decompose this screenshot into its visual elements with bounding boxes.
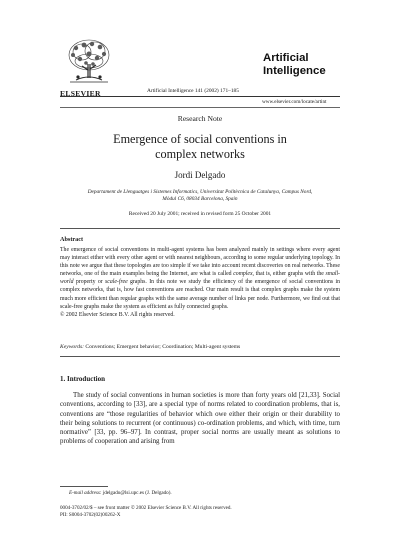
section-heading: 1. Introduction	[60, 375, 105, 383]
journal-name-line2: Intelligence	[263, 64, 326, 77]
abstract-em-complex: complex	[233, 271, 253, 278]
author-email-footnote	[69, 490, 172, 496]
publisher-name: ELSEVIER	[60, 89, 101, 98]
abstract-text-b: , that is, either graphs with the	[252, 271, 326, 278]
abstract-heading: Abstract	[60, 236, 84, 243]
affiliation-line2: Mòdul C6, 08034 Barcelona, Spain	[162, 196, 238, 203]
introduction-paragraph: The study of social conventions in human societies is more than forty years old [21,33]. Social conventions, according to [33], are a special type of norms related to coordination problems, that is, conventions are “those regularities of behavior which owe either their origin or their durability to their being solutions to recurrent (or continuous) co-ordination problems, and which, with time, turn normative” [33, pp. 96–97]. In contrast, proper social norms are usually meant as solutions to problems of cooperation and arising from	[60, 392, 340, 446]
received-dates: Received 20 July 2001; received in revised form 25 October 2001	[128, 211, 272, 217]
author-affiliation	[80, 189, 320, 203]
elsevier-tree-logo	[62, 36, 116, 86]
abstract-text-a: The emergence of social conventions in multi-agent systems has been analyzed mainly in settings where every agent may interact either with every other agent or with nearest neighbours, according to some regular underlying topology. In this note we argue that these topologies are too simple if we take into account recent discoveries on real networks. These networks, one of the main examples being the Internet, are what is called	[60, 247, 340, 278]
pii-line: PII: S0004-3702(02)00262-X	[60, 512, 121, 518]
article-title	[0, 132, 400, 162]
title-line2: complex networks	[155, 147, 245, 161]
abstract-text-c: property or	[73, 279, 105, 286]
journal-url[interactable]: www.elsevier.com/locate/artint	[262, 99, 327, 105]
issn-line: 0004-3702/02/$ – see front matter © 2002 Elsevier Science B.V. All rights reserved.	[60, 505, 232, 511]
affiliation-line1: Departament de Llenguatges i Sistemes Informatics, Universitat Politècnica de Catalunya, Campus Nord,	[87, 189, 313, 195]
abstract-top-rule	[60, 228, 340, 229]
footnote-rule	[60, 486, 108, 487]
abstract-body	[60, 246, 340, 319]
header-divider	[60, 96, 340, 97]
email-label: E-mail address:	[69, 490, 102, 496]
abstract-copyright: © 2002 Elsevier Science B.V. All rights reserved.	[60, 311, 175, 318]
abstract-em-small-world: small-world	[60, 271, 340, 286]
abstract-bottom-rule	[60, 356, 340, 357]
abstract-text-d: graphs. In this note we study the efficiency of the emergence of social conventions in complex networks, that is, how fast conventions are reached. Our main result is that complex graphs make the system much more efficient than regular graphs with the same average number of links per node. Furthermore, we find out that scale-free graphs make the system as efficient as fully connected graphs.	[60, 279, 340, 310]
keywords-values: Conventions; Emergent behavior; Coordination; Multi-agent systems	[84, 344, 241, 350]
email-value[interactable]: jdelgado@lsi.upc.es (J. Delgado).	[101, 490, 172, 496]
abstract-paragraph	[60, 246, 340, 311]
title-line1: Emergence of social conventions in	[113, 132, 287, 146]
journal-name	[263, 52, 326, 77]
article-type: Research Note	[177, 114, 223, 123]
keywords-label: Keywords:	[60, 344, 85, 350]
header-divider-lower	[60, 107, 340, 108]
keywords-line	[60, 344, 340, 350]
journal-name-line1: Artificial	[263, 52, 309, 64]
journal-citation: Artificial Intelligence 141 (2002) 171–185	[147, 88, 239, 94]
abstract-em-scale-free: scale-free	[105, 279, 128, 286]
author-name: Jordi Delgado	[174, 170, 226, 180]
